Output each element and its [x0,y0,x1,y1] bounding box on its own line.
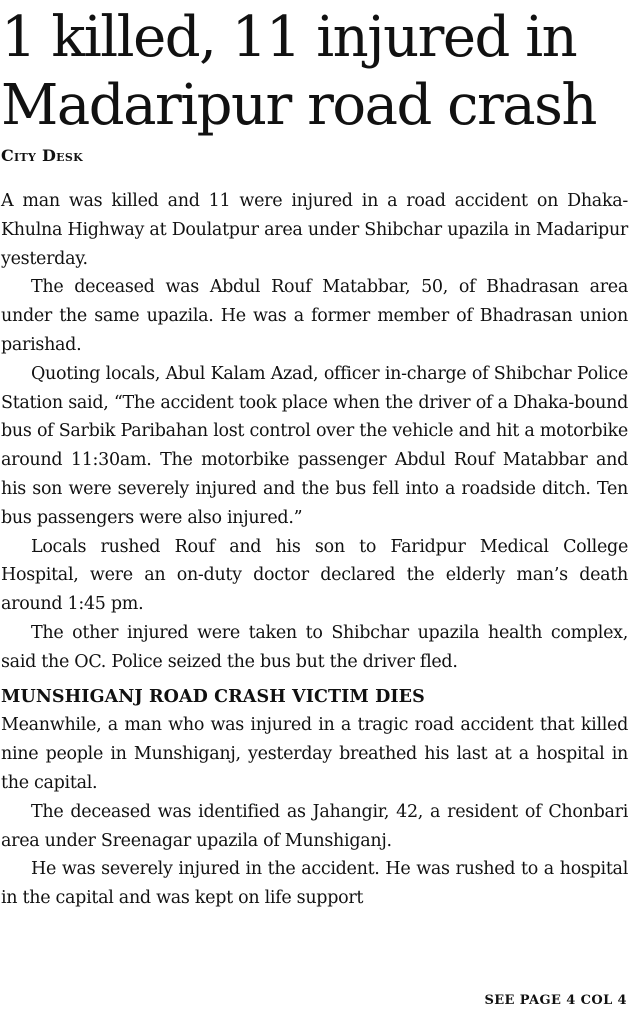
byline: City Desk [1,146,83,165]
paragraph: Quoting locals, Abul Kalam Azad, officer in-charge of Shibchar Police Station said, “The accident took place when the driver of a Dhaka-bound bus of Sarbik Paribahan lost control over the vehicle and hit a motorbike around 11:30am. The motorbike passenger Abdul Rouf Matabbar and his son were severely injured and the bus fell into a roadside ditch. Ten bus passengers were also injured.” [1,363,628,528]
headline: 1 killed, 11 injured in Madaripur road crash [1,5,596,138]
paragraph: The other injured were taken to Shibchar upazila health complex, said the OC. Police seized the bus but the driver fled. [1,622,628,672]
paragraph: Meanwhile, a man who was injured in a tragic road accident that killed nine people in Munshiganj, yesterday breathed his last at a hospital in the capital. [1,715,628,793]
paragraph: The deceased was identified as Jahangir, 42, a resident of Chonbari area under Sreenagar upazila of Munshiganj. [1,801,628,851]
paragraph: A man was killed and 11 were injured in a road accident on Dhaka-Khulna Highway at Doulatpur area under Shibchar upazila in Madaripur yesterday. [1,191,628,269]
continued-jump-line: SEE PAGE 4 COL 4 [484,993,627,1008]
article-body [1,187,628,913]
subhead: MUNSHIGANJ ROAD CRASH VICTIM DIES [1,686,425,707]
paragraph: Locals rushed Rouf and his son to Faridpur Medical College Hospital, were an on-duty doctor declared the elderly man’s death around 1:45 pm. [1,536,628,615]
paragraph: He was severely injured in the accident. He was rushed to a hospital in the capital and was kept on life support [1,859,628,909]
paragraph: The deceased was Abdul Rouf Matabbar, 50, of Bhadrasan area under the same upazila. He was a former member of Bhadrasan union parishad. [1,277,628,355]
